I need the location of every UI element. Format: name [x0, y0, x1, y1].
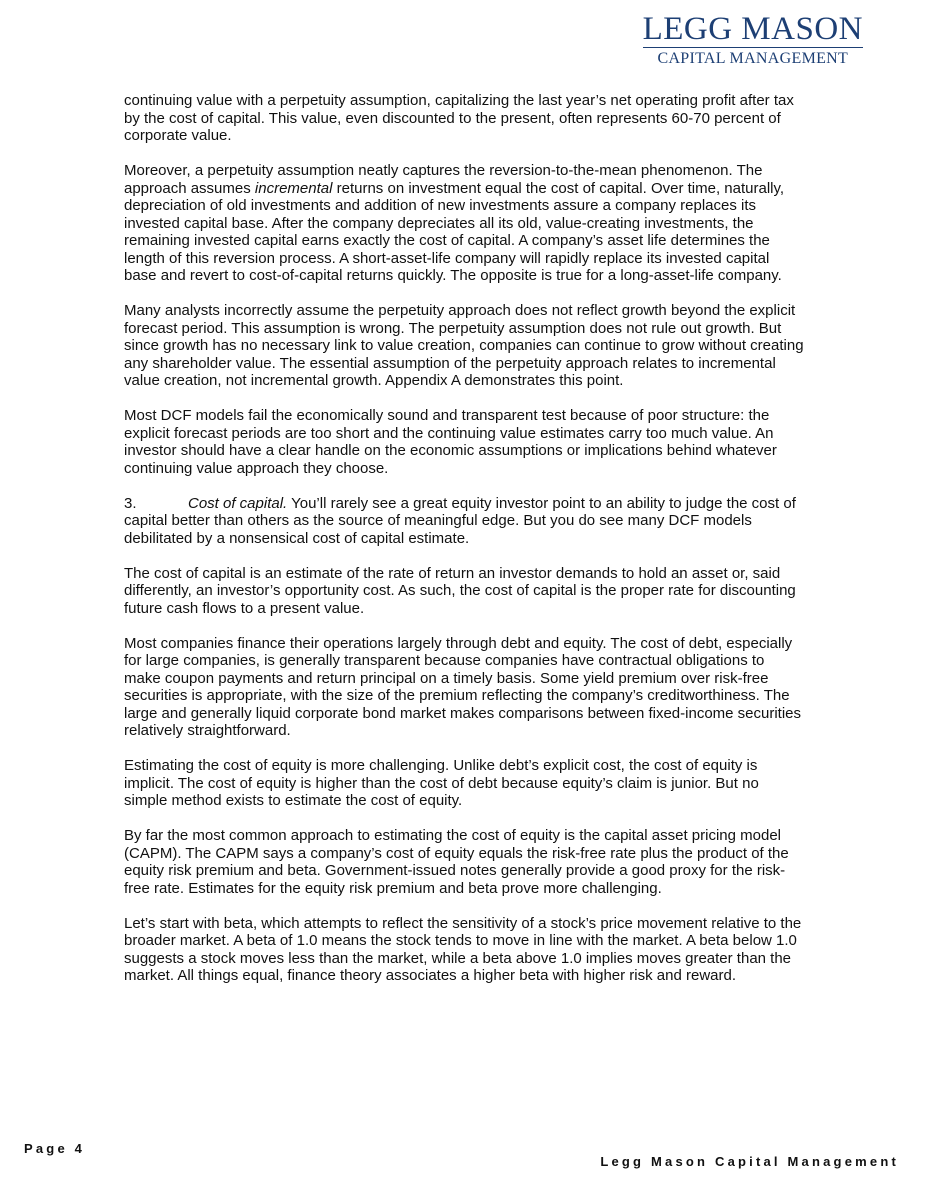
paragraph-perpetuity-reversion — [124, 162, 804, 285]
page-number: Page 4 — [24, 1141, 86, 1156]
paragraph-beta: Let’s start with beta, which attempts to reflect the sensitivity of a stock’s price movement relative to the broader market. A beta of 1.0 means the stock tends to move in line with the market. A beta below 1.0 suggests a stock moves less than the market, while a beta above 1.0 implies moves greater than the market. All things equal, finance theory associates a higher beta with higher risk and reward. — [124, 914, 802, 984]
legg-mason-logo — [643, 12, 863, 67]
section-heading-cost-of-capital: Cost of capital. — [188, 494, 288, 512]
paragraph-text: Moreover, a perpetuity assumption neatly captures the reversion-to-the-mean phenomenon. The approach assumes — [124, 162, 763, 197]
paragraph-cost-of-equity: Estimating the cost of equity is more challenging. Unlike debt’s explicit cost, the cost of equity is implicit. The cost of equity is higher than the cost of debt because equity’s claim is junior. But no simple method exists to estimate the cost of equity. — [124, 757, 759, 809]
list-number: 3. — [124, 494, 137, 512]
paragraph-continuing-value: continuing value with a perpetuity assumption, capitalizing the last year’s net operating profit after tax by the cost of capital. This value, even discounted to the present, often represents 60-70 percent of corporate value. — [124, 92, 794, 144]
paragraph-cost-of-debt: Most companies finance their operations largely through debt and equity. The cost of debt, especially for large companies, is generally transparent because companies have contractual obligations to make coupon payments and return principal on a timely basis. Some yield premium over risk-free securities is appropriate, with the size of the premium reflecting the company’s creditworthiness. The large and generally liquid corporate bond market makes comparisons between fixed-income securities relatively straightforward. — [124, 634, 802, 739]
paragraph-cost-of-capital-definition: The cost of capital is an estimate of the rate of return an investor demands to hold an asset or, said differently, an investor’s opportunity cost. As such, the cost of capital is the proper rate for discounting future cash flows to a present value. — [124, 564, 796, 617]
paragraph-capm: By far the most common approach to estimating the cost of equity is the capital asset pricing model (CAPM). The CAPM says a company’s cost of equity equals the risk-free rate plus the product of the equity risk premium and beta. Government-issued notes generally provide a good proxy for the risk-free rate. Estimates for the equity risk premium and beta prove more challenging. — [124, 827, 789, 897]
paragraph-dcf-structure: Most DCF models fail the economically sound and transparent test because of poor structure: the explicit forecast periods are too short and the continuing value estimates carry too much value. An investor should have a clear handle on the economic assumptions or implications behind whatever continuing value approach they choose. — [124, 407, 777, 477]
paragraph-text: You’ll rarely see a great equity investor point to an ability to judge the cost of capital better than others as the source of meaningful edge. But you do see many DCF models debilitated by a nonsensical cost of capital estimate. — [124, 494, 796, 547]
paragraph-cost-of-capital — [124, 495, 804, 548]
paragraph-growth-assumption: Many analysts incorrectly assume the perpetuity approach does not reflect growth beyond the explicit forecast period. This assumption is wrong. The perpetuity assumption does not rule out growth. But since growth has no necessary link to value creation, companies can continue to grow without creating any shareholder value. The essential assumption of the perpetuity approach relates to incremental value creation, not incremental growth. Appendix A demonstrates this point. — [124, 302, 804, 389]
footer-firm-name: Legg Mason Capital Management — [600, 1154, 899, 1169]
logo-subtitle: CAPITAL MANAGEMENT — [657, 50, 849, 67]
body-text — [124, 92, 804, 985]
paragraph-text: returns on investment equal the cost of capital. Over time, naturally, depreciation of old investments and addition of new investments assure a company replaces its invested capital base. After the company depreciates all its old, value-creating investments, the remaining invested capital earns exactly the cost of capital. A company’s asset life determines the length of this reversion process. A short-asset-life company will rapidly replace its invested capital base and revert to cost-of-capital returns quickly. The opposite is true for a long-asset-life company. — [124, 179, 785, 284]
logo-title: LEGG MASON — [642, 11, 863, 47]
logo-divider — [643, 47, 863, 48]
emphasis-incremental: incremental — [254, 179, 333, 197]
